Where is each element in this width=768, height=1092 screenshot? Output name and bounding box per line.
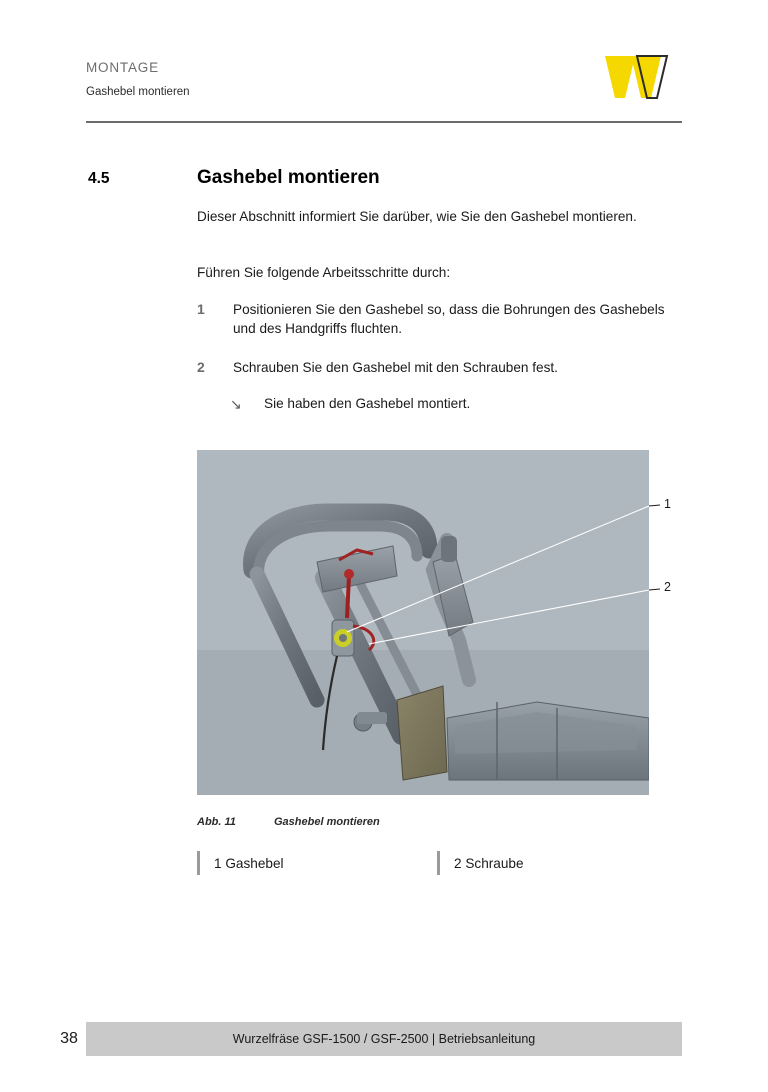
list-item bbox=[437, 850, 524, 876]
step-text: Schrauben Sie den Gashebel mit den Schrauben fest. bbox=[233, 360, 558, 375]
page-title: Gashebel montieren bbox=[197, 167, 380, 188]
step-text: Positionieren Sie den Gashebel so, dass die Bohrungen des Gashebels und des Handgriffs fluchten. bbox=[233, 302, 665, 337]
legend-label: 2 Schraube bbox=[454, 855, 524, 871]
legend-bar-icon bbox=[197, 851, 200, 875]
result-arrow-icon: ↘ bbox=[230, 396, 242, 412]
footer-text: Wurzelfräse GSF-1500 / GSF-2500 | Betriebsanleitung bbox=[232, 1032, 536, 1046]
page-header bbox=[86, 60, 682, 122]
page-number: 38 bbox=[60, 1030, 78, 1047]
steps-lead-paragraph: Führen Sie folgende Arbeitsschritte durch: bbox=[197, 265, 451, 280]
figure-image bbox=[197, 450, 649, 795]
header-section: Gashebel montieren bbox=[86, 86, 190, 98]
list-item bbox=[197, 358, 683, 377]
step-number: 2 bbox=[197, 359, 205, 375]
step-number: 1 bbox=[197, 301, 205, 317]
figure-caption-label: Abb. 11 bbox=[197, 816, 236, 828]
legend-label: 1 Gashebel bbox=[214, 855, 284, 871]
header-chapter: MONTAGE bbox=[86, 60, 159, 75]
figure-legend bbox=[197, 850, 683, 878]
company-logo bbox=[601, 54, 683, 100]
legend-bar-icon bbox=[437, 851, 440, 875]
figure-caption-text: Gashebel montieren bbox=[274, 816, 380, 828]
callout-label-2: 2 bbox=[664, 580, 671, 594]
intro-paragraph: Dieser Abschnitt informiert Sie darüber, wie Sie den Gashebel montieren. bbox=[197, 209, 637, 224]
section-number: 4.5 bbox=[88, 170, 110, 187]
result-statement bbox=[230, 396, 680, 411]
callout-label-1: 1 bbox=[664, 497, 671, 511]
header-divider bbox=[86, 121, 682, 123]
list-item bbox=[197, 300, 683, 339]
result-text: Sie haben den Gashebel montiert. bbox=[264, 396, 471, 411]
list-item bbox=[197, 850, 284, 876]
